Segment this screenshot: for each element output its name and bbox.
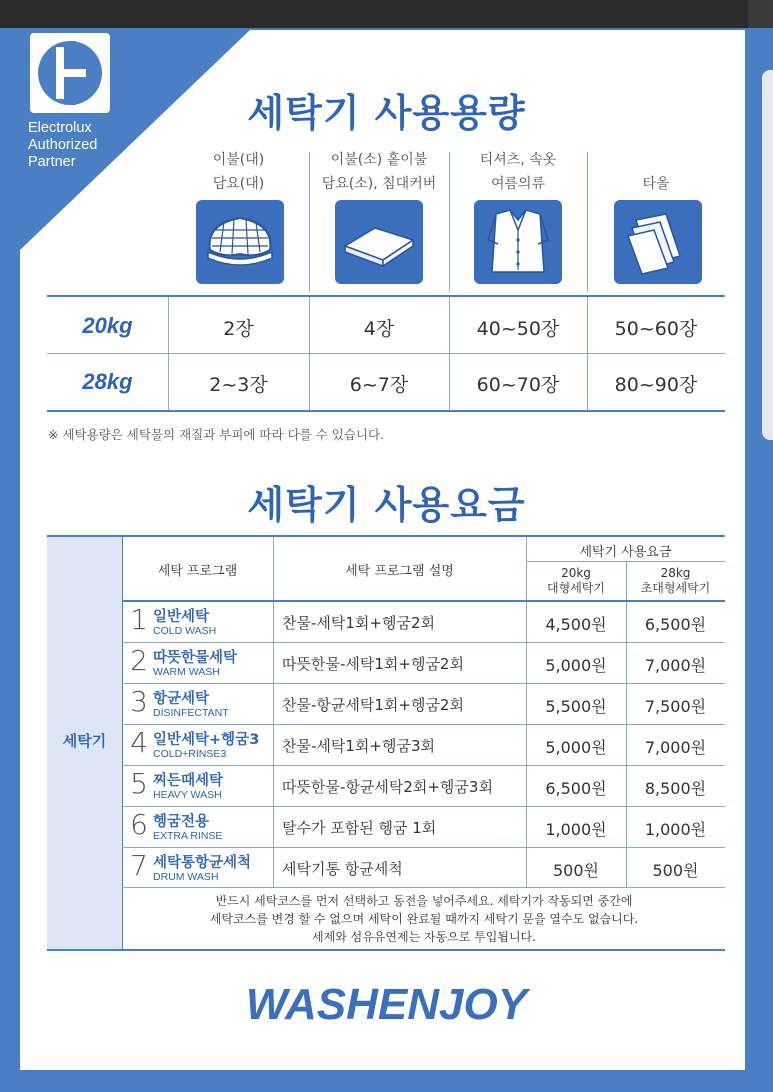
fee-divider <box>273 537 274 887</box>
fee-table-bottom-line <box>47 949 725 951</box>
cap-col-4-line1 <box>587 148 725 172</box>
program-desc: 찬물-항균세탁1회+헹굼2회 <box>282 696 464 714</box>
fee-head-fee: 세탁기 사용요금 <box>579 545 672 560</box>
fee-row-line <box>122 847 725 848</box>
price-20kg: 5,500원 <box>545 697 607 716</box>
fee-head-28kg-b: 초대형세탁기 <box>640 581 711 595</box>
fee-head-20kg-a: 20kg <box>561 566 591 580</box>
cap-divider <box>449 152 450 292</box>
fee-table-top-line <box>47 535 725 537</box>
cap-divider <box>309 152 310 292</box>
fee-head-sub-line <box>526 561 725 562</box>
program-number: 1 <box>130 603 148 636</box>
price-20kg: 5,000원 <box>545 738 607 757</box>
program-number: 6 <box>130 808 148 841</box>
cap-row-20kg-label: 20kg <box>82 313 133 338</box>
logo-line-2: Authorized <box>28 137 98 153</box>
price-28kg: 7,500원 <box>644 697 707 716</box>
cap-col-4-header <box>587 148 725 196</box>
fee-row-line <box>122 724 725 725</box>
cap-col-1-header <box>168 148 309 196</box>
fee-row-line <box>122 806 725 807</box>
fees-title: 세탁기 사용요금 <box>247 483 526 527</box>
program-number: 5 <box>130 767 148 800</box>
fee-head-20kg-b: 대형세탁기 <box>547 581 605 595</box>
cap-cell: 40~50장 <box>476 318 560 340</box>
cap-col-3-header <box>449 148 587 196</box>
logo-line-1: Electrolux <box>28 120 92 136</box>
fee-row-line <box>122 765 725 766</box>
cap-cell: 2장 <box>223 318 254 340</box>
price-20kg: 6,500원 <box>545 779 607 798</box>
program-number: 4 <box>130 726 148 759</box>
fee-head-desc: 세탁 프로그램 설명 <box>345 564 454 579</box>
fee-head-bottom-line <box>122 600 725 602</box>
fee-head-28kg-a: 28kg <box>660 566 691 580</box>
footer-brand <box>0 980 773 1030</box>
cap-col-4-line2: 타올 <box>642 176 670 192</box>
cap-table-mid-line <box>47 353 725 354</box>
program-name: 세탁통항균세척 <box>153 855 252 871</box>
fee-head-program: 세탁 프로그램 <box>157 564 238 579</box>
program-name-en: WARM WASH <box>153 666 220 678</box>
program-name-en: DRUM WASH <box>153 871 219 883</box>
program-name: 항균세탁 <box>153 691 210 707</box>
price-28kg: 7,000원 <box>644 738 707 757</box>
fee-head-20kg <box>526 566 626 596</box>
price-28kg: 500원 <box>652 861 699 880</box>
price-28kg: 7,000원 <box>644 656 707 675</box>
program-name-en: COLD WASH <box>153 625 217 637</box>
price-20kg: 4,500원 <box>545 615 607 634</box>
fee-footnote-1: 반드시 세탁코스를 먼저 선택하고 동전을 넣어주세요. 세탁기가 작동되면 중간에 <box>215 894 633 908</box>
cap-col-2-header <box>309 148 449 196</box>
towel-icon <box>614 200 702 284</box>
cap-row-28kg-label: 28kg <box>82 369 133 394</box>
logo-line-3: Partner <box>28 154 76 170</box>
fee-footnote-3: 세제와 섬유유연제는 자동으로 투입됩니다. <box>312 930 536 944</box>
program-name-en: DISINFECTANT <box>153 707 229 719</box>
cap-cell: 4장 <box>363 318 395 340</box>
program-desc: 찬물-세탁1회+헹굼3회 <box>282 737 435 755</box>
cap-col-1-line1: 이불(대) <box>212 152 265 168</box>
program-desc: 따뜻한물-항균세탁2회+헹굼3회 <box>282 778 493 796</box>
fee-row-line <box>122 887 725 888</box>
capacity-note: ※ 세탁용량은 세탁물의 재질과 부피에 따라 다를 수 있습니다. <box>48 427 385 442</box>
cap-col-1-line2: 담요(대) <box>212 176 265 192</box>
fee-row-line <box>122 683 725 684</box>
cap-col-2-line2: 담요(소), 침대커버 <box>321 176 437 192</box>
price-28kg: 1,000원 <box>644 820 707 839</box>
price-20kg: 500원 <box>553 861 599 880</box>
cap-col-3-line2: 여름의류 <box>490 176 546 192</box>
cap-table-top-line <box>47 295 725 297</box>
program-desc: 찬물-세탁1회+헹굼2회 <box>282 614 435 632</box>
program-number: 2 <box>130 644 148 677</box>
top-bar <box>0 0 773 28</box>
cap-cell: 2~3장 <box>209 374 268 396</box>
program-desc: 세탁기통 항균세척 <box>282 860 403 878</box>
fee-head-28kg <box>626 566 725 596</box>
program-name: 일반세탁 <box>153 609 210 625</box>
cap-cell: 60~70장 <box>476 374 560 396</box>
program-number: 3 <box>130 685 148 718</box>
cap-cell: 50~60장 <box>614 318 698 340</box>
program-name-en: COLD+RINSE3 <box>153 748 227 760</box>
washenjoy-logo: WASHENJOY <box>245 980 528 1029</box>
cap-cell: 80~90장 <box>614 374 698 396</box>
program-number: 7 <box>130 849 148 882</box>
cap-divider <box>587 152 588 292</box>
price-20kg: 5,000원 <box>545 656 607 675</box>
price-28kg: 6,500원 <box>644 615 707 634</box>
program-desc: 탈수가 포함된 헹굼 1회 <box>282 819 437 837</box>
price-28kg: 8,500원 <box>644 779 707 798</box>
blanket-icon <box>335 200 423 284</box>
cap-col-2-line1: 이불(소) 홑이불 <box>330 152 428 168</box>
fee-footnote-2: 세탁코스를 변경 할 수 없으며 세탁이 완료될 때까지 세탁기 문을 열수도 없습니다. <box>209 912 639 926</box>
program-name-en: HEAVY WASH <box>153 789 222 801</box>
cap-cell: 6~7장 <box>349 374 409 396</box>
program-name: 찌든때세탁 <box>153 773 224 789</box>
program-desc: 따뜻한물-세탁1회+헹굼2회 <box>282 655 464 673</box>
fee-row-line <box>122 642 725 643</box>
comforter-icon <box>196 200 284 284</box>
program-name: 일반세탁+헹굼3 <box>153 732 260 748</box>
program-name: 헹굼전용 <box>153 814 210 830</box>
price-20kg: 1,000원 <box>545 820 607 839</box>
shirt-icon <box>474 200 562 284</box>
cap-table-bottom-line <box>47 410 725 412</box>
fee-side-label: 세탁기 <box>62 732 107 750</box>
capacity-title: 세탁기 사용용량 <box>247 91 526 135</box>
cap-col-3-line1: 티셔츠, 속옷 <box>479 152 557 168</box>
program-name-en: EXTRA RINSE <box>153 830 223 842</box>
top-bar-strip <box>748 0 773 28</box>
program-name: 따뜻한물세탁 <box>153 650 238 666</box>
